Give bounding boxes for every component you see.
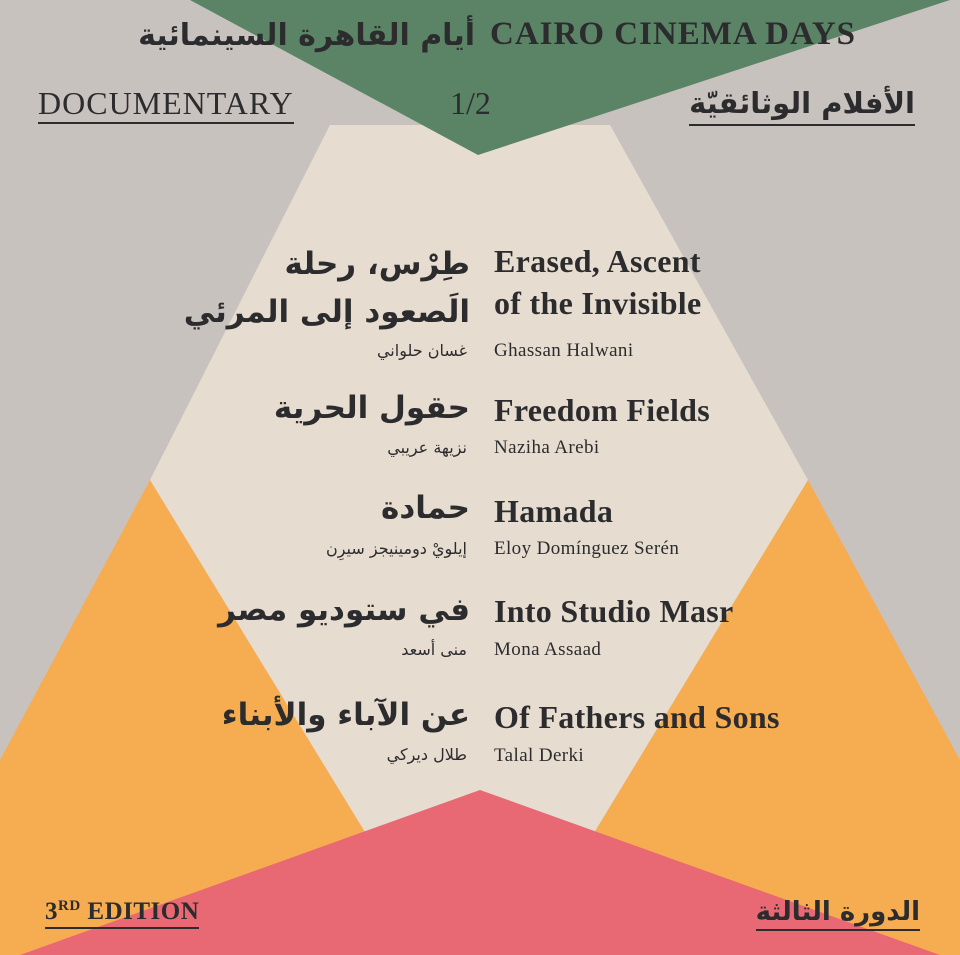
film-title-en: Erased, Ascent (494, 243, 701, 279)
film-director-en: Eloy Domínguez Serén (494, 538, 680, 559)
edition-label-en (45, 897, 199, 929)
film-director-en: Naziha Arebi (494, 437, 600, 458)
edition-suffix: RD (58, 898, 81, 914)
film-title-en: Into Studio Masr (494, 593, 734, 629)
film-director-ar: غسان حلواني (376, 341, 467, 360)
film-director-en: Ghassan Halwani (494, 340, 634, 361)
film-title-en: Hamada (494, 493, 614, 529)
section-title-en: DOCUMENTARY (38, 84, 294, 124)
film-title-en: Of Fathers and Sons (494, 699, 780, 735)
film-title-ar: في ستوديو مصر (218, 592, 470, 628)
film-director-en: Mona Assaad (494, 639, 602, 660)
film-director-ar: نزيهة عريبي (387, 438, 467, 457)
edition-number: 3 (45, 898, 58, 925)
edition-label-ar: الدورة الثالثة (756, 895, 920, 931)
film-title-ar: حمادة (381, 490, 470, 526)
festival-title-ar: أيام القاهرة السينمائية (138, 18, 475, 53)
film-title-en: of the Invisible (494, 285, 702, 321)
film-title-en: Freedom Fields (494, 392, 711, 428)
film-title-ar: عن الآباء والأبناء (221, 697, 470, 733)
page-indicator: 1/2 (450, 85, 491, 121)
film-director-ar: منى أسعد (401, 640, 467, 659)
film-title-ar: الَصعود إلى المرئي (183, 294, 470, 330)
edition-word: EDITION (87, 898, 200, 925)
film-title-ar: حقول الحرية (273, 390, 470, 426)
festival-title-en: CAIRO CINEMA DAYS (490, 16, 856, 52)
film-director-ar: إيلويْ دومينيجز سيرِن (325, 539, 467, 558)
film-director-ar: طلال ديركي (386, 745, 467, 764)
section-title-ar: الأفلام الوثائقيّة (689, 82, 915, 126)
film-title-ar: طِرْس، رحلة (284, 246, 470, 282)
film-director-en: Talal Derki (494, 745, 585, 766)
